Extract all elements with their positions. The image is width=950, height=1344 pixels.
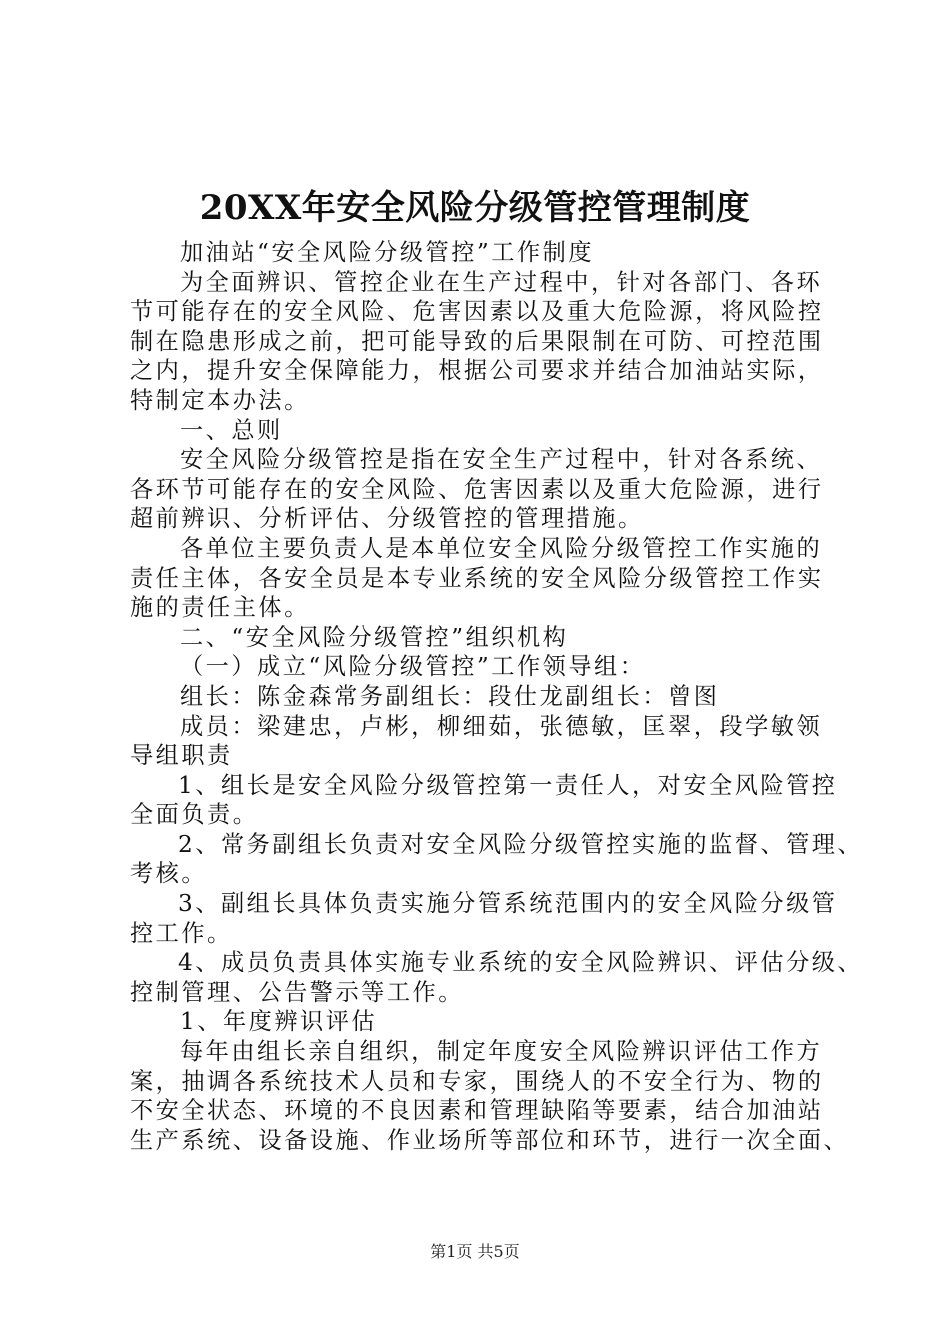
list-item-continuation: 考核。 xyxy=(130,860,208,888)
page-number-footer: 第1页 共5页 xyxy=(430,1242,520,1261)
paragraph-line: 责任主体，各安全员是本专业系统的安全风险分级管控工作实 xyxy=(130,564,824,592)
paragraph-line: 案，抽调各系统技术人员和专家，围绕人的不安全行为、物的 xyxy=(130,1067,824,1095)
list-item-continuation: 控制管理、公告警示等工作。 xyxy=(130,978,464,1006)
paragraph-line: 加油站“安全风险分级管控”工作制度 xyxy=(180,239,595,266)
subsection-heading: （一）成立“风险分级管控”工作领导组： xyxy=(180,653,646,681)
list-item: 4、成员负责具体实施专业系统的安全风险辨识、评估分级、 xyxy=(178,949,864,977)
paragraph-line: 不安全状态、环境的不良因素和管理缺陷等要素，结合加油站 xyxy=(130,1097,824,1125)
section-heading: 二、“安全风险分级管控”组织机构 xyxy=(180,623,569,651)
paragraph-line: 之内，提升安全保障能力，根据公司要求并结合加油站实际， xyxy=(130,357,824,385)
list-item: 2、常务副组长负责对安全风险分级管控实施的监督、管理、 xyxy=(178,830,864,858)
paragraph-line: 各单位主要负责人是本单位安全风险分级管控工作实施的 xyxy=(180,534,823,562)
paragraph-line: 安全风险分级管控是指在安全生产过程中，针对各系统、 xyxy=(180,446,823,474)
paragraph-line: 导组职责 xyxy=(130,742,233,770)
paragraph-line: 成员：梁建忠，卢彬，柳细茹，张德敏，匡翠，段学敏领 xyxy=(180,712,823,740)
paragraph-line: 节可能存在的安全风险、危害因素以及重大危险源，将风险控 xyxy=(130,298,824,326)
paragraph-line: 制在隐患形成之前，把可能导致的后果限制在可防、可控范围 xyxy=(130,327,824,355)
document-title: 20XX年安全风险分级管控管理制度 xyxy=(199,188,751,228)
paragraph-line: 特制定本办法。 xyxy=(130,386,310,414)
list-item: 3、副组长具体负责实施分管系统范围内的安全风险分级管 xyxy=(178,890,838,918)
paragraph-line: 超前辨识、分析评估、分级管控的管理措施。 xyxy=(130,505,644,533)
paragraph-line: 组长：陈金森常务副组长：段仕龙副组长：曾图 xyxy=(180,682,720,710)
paragraph-line: 为全面辨识、管控企业在生产过程中，针对各部门、各环 xyxy=(180,268,823,296)
list-item-continuation: 全面负责。 xyxy=(130,801,259,829)
paragraph-line: 各环节可能存在的安全风险、危害因素以及重大危险源，进行 xyxy=(130,475,824,503)
list-item-continuation: 控工作。 xyxy=(130,919,233,947)
section-heading: 一、总则 xyxy=(180,416,283,444)
section-heading: 1、年度辨识评估 xyxy=(180,1008,378,1036)
list-item: 1、组长是安全风险分级管控第一责任人，对安全风险管控 xyxy=(178,771,838,799)
paragraph-line: 每年由组长亲自组织，制定年度安全风险辨识评估工作方 xyxy=(180,1038,823,1066)
paragraph-line: 施的责任主体。 xyxy=(130,594,310,622)
document-body xyxy=(130,238,864,1155)
paragraph-line: 生产系统、设备设施、作业场所等部位和环节，进行一次全面、 xyxy=(130,1126,850,1154)
